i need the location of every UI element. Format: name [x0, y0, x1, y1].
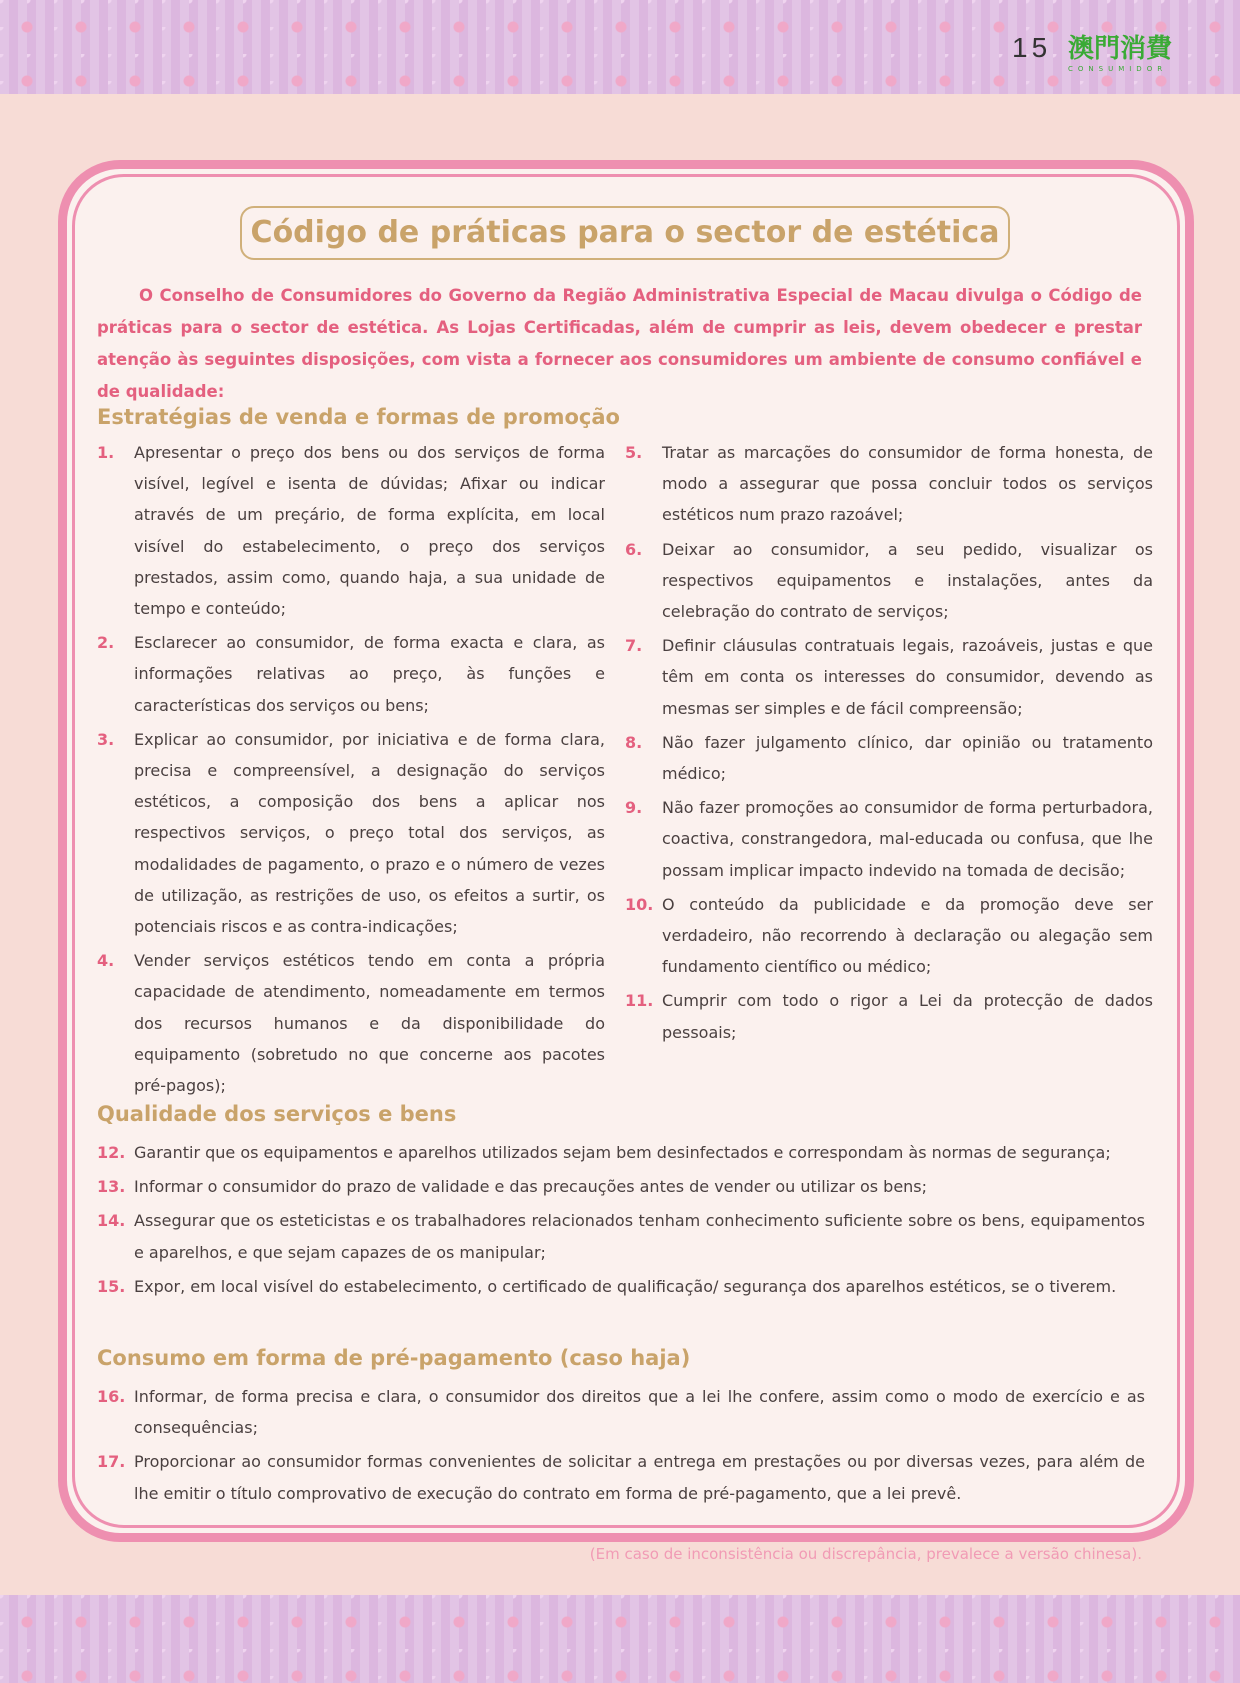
section-heading-quality: Qualidade dos serviços e bens: [97, 1102, 457, 1126]
item-text: Explicar ao consumidor, por iniciativa e de forma clara, precisa e compreensível, a designação do serviços estéticos, a composição dos bens a aplicar nos respectivos serviços, o preço total dos serviços, as modalidades de pagamento, o prazo e o número de vezes de utilização, as restrições de uso, os efeitos a surtir, os potenciais riscos e as contra-indicações;: [134, 729, 605, 937]
item-text: Apresentar o preço dos bens ou dos serviços de forma visível, legível e isenta de dúvidas; Afixar ou indicar através de um preçário, de forma explícita, em local visível do estabelecimento, o preço dos serviços prestados, assim como, quando haja, a sua unidade de tempo e conteúdo;: [134, 443, 605, 619]
item-number: 17.: [97, 1452, 126, 1472]
list-item: [97, 1446, 1145, 1508]
item-text: Definir cláusulas contratuais legais, razoáveis, justas e que têm em conta os interesses do consumidor, devendo as mesmas ser simples e de fácil compreensão;: [662, 636, 1153, 718]
item-text: Não fazer julgamento clínico, dar opinião ou tratamento médico;: [662, 732, 1153, 784]
item-text: Esclarecer ao consumidor, de forma exacta e clara, as informações relativas ao preço, às funções e características dos serviços ou bens;: [134, 633, 605, 715]
item-number: 2.: [97, 633, 115, 653]
decorative-bottom-band: [0, 1595, 1240, 1683]
list-item: [97, 945, 605, 1101]
page-number: 15: [1012, 32, 1052, 63]
item-text: Proporcionar ao consumidor formas convenientes de solicitar a entrega em prestações ou por diversas vezes, para além de lhe emitir o título comprovativo de execução do contrato em forma de pré-pagamento, que a lei prevê.: [134, 1452, 1145, 1503]
item-text: Deixar ao consumidor, a seu pedido, visualizar os respectivos equipamentos e instalações, antes da celebração do contrato de serviços;: [662, 539, 1153, 622]
title-box: [240, 206, 1010, 260]
list-prepayment: [97, 1381, 1145, 1512]
item-number: 4.: [97, 951, 115, 971]
item-number: 7.: [625, 636, 643, 656]
logo-subtext: CONSUMIDOR: [1068, 65, 1168, 73]
item-number: 11.: [625, 991, 654, 1011]
item-text: Assegurar que os esteticistas e os trabalhadores relacionados tenham conhecimento suficiente sobre os bens, equipamentos e aparelhos, e que sejam capazes de os manipular;: [134, 1211, 1145, 1262]
item-text: Tratar as marcações do consumidor de forma honesta, de modo a assegurar que possa concluir todos os serviços estéticos num prazo razoável;: [662, 443, 1153, 525]
list-item: [625, 630, 1153, 724]
item-number: 14.: [97, 1211, 126, 1231]
item-text: Informar o consumidor do prazo de validade e das precauções antes de vender ou utilizar os bens;: [134, 1177, 928, 1197]
decorative-top-band: [0, 0, 1240, 94]
list-sales-left: [97, 437, 605, 1104]
item-number: 9.: [625, 798, 643, 818]
item-number: 1.: [97, 443, 115, 462]
consumer-council-logo: [1068, 34, 1186, 76]
list-item: [97, 1137, 1145, 1168]
list-item: [97, 1171, 1145, 1202]
list-item: [97, 1381, 1145, 1443]
item-number: 5.: [625, 443, 643, 462]
list-item: [97, 1271, 1145, 1302]
item-number: 8.: [625, 732, 643, 752]
list-item: [625, 727, 1153, 789]
list-item: [97, 627, 605, 721]
list-item: [625, 985, 1153, 1047]
item-number: 10.: [625, 894, 654, 914]
list-quality: [97, 1137, 1145, 1305]
item-number: 3.: [97, 729, 115, 749]
section-heading-prepayment: Consumo em forma de pré-pagamento (caso haja): [97, 1346, 691, 1370]
item-text: Não fazer promoções ao consumidor de forma perturbadora, coactiva, constrangedora, mal-educada ou confusa, que lhe possam implicar impacto indevido na tomada de decisão;: [662, 798, 1153, 880]
section-heading-sales: Estratégias de venda e formas de promoção: [97, 405, 620, 429]
list-item: [625, 889, 1153, 983]
item-number: 6.: [625, 539, 643, 559]
list-sales-right: [625, 437, 1153, 1051]
item-number: 13.: [97, 1177, 126, 1197]
list-item: [625, 437, 1153, 531]
item-number: 16.: [97, 1387, 126, 1406]
list-item: [625, 534, 1153, 628]
item-text: Vender serviços estéticos tendo em conta a própria capacidade de atendimento, nomeadamente em termos dos recursos humanos e da disponibilidade do equipamento (sobretudo no que concerne aos pacotes pré-pagos);: [134, 951, 605, 1096]
list-item: [97, 724, 605, 942]
item-text: Expor, em local visível do estabelecimento, o certificado de qualificação/ segurança dos aparelhos estéticos, se o tiverem.: [134, 1276, 1117, 1296]
logo-text: 澳門消費: [1068, 34, 1173, 64]
item-text: Informar, de forma precisa e clara, o consumidor dos direitos que a lei lhe confere, assim como o modo de exercício e as consequências;: [134, 1387, 1145, 1438]
footnote: (Em caso de inconsistência ou discrepância, prevalece a versão chinesa).: [589, 1545, 1142, 1563]
intro-paragraph: O Conselho de Consumidores do Governo da Região Administrativa Especial de Macau divulga o Código de práticas para o sector de estética. As Lojas Certificadas, além de cumprir as leis, devem obedecer e prestar atenção às seguintes disposições, com vista a fornecer aos consumidores um ambiente de consumo confiável e de qualidade:: [97, 286, 1142, 401]
list-item: [97, 1205, 1145, 1267]
item-text: Garantir que os equipamentos e aparelhos utilizados sejam bem desinfectados e correspondam às normas de segurança;: [134, 1143, 1111, 1162]
list-item: [97, 437, 605, 624]
item-text: Cumprir com todo o rigor a Lei da protecção de dados pessoais;: [662, 991, 1153, 1042]
item-number: 15.: [97, 1276, 126, 1296]
item-number: 12.: [97, 1143, 126, 1162]
item-text: O conteúdo da publicidade e da promoção deve ser verdadeiro, não recorrendo à declaração ou alegação sem fundamento científico ou médico;: [662, 894, 1153, 977]
list-item: [625, 792, 1153, 886]
page-title: Código de práticas para o sector de estética: [250, 215, 1000, 250]
